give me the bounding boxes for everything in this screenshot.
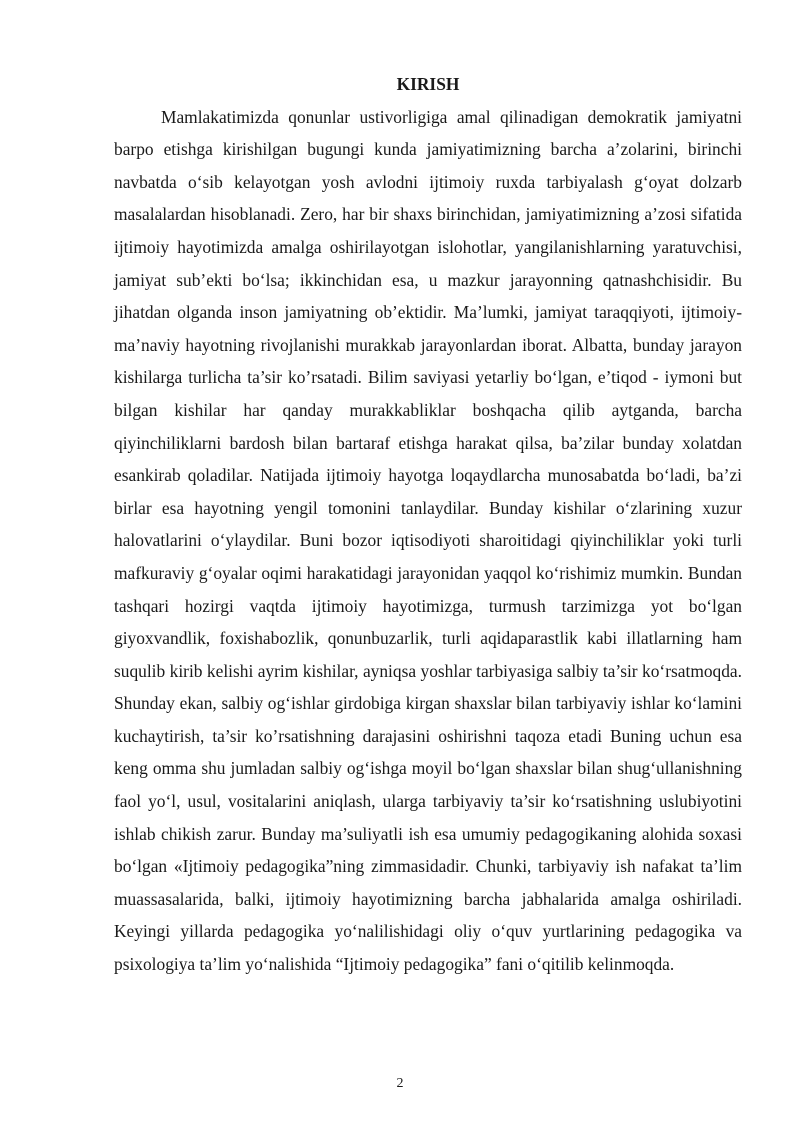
body-paragraph: Mamlakatimizda qonunlar ustivorligiga amal qilinadigan demokratik jamiyatni barpo etishga kirishilgan bugungi kunda jamiyatimizning barcha a’zolarini, birinchi navbatda o‘sib kelayotgan yosh avlodni ijtimoiy ruxda tarbiyalash g‘oyat dolzarb masalalardan hisoblanadi. Zero, har bir shaxs birinchidan, jamiyatimizning a’zosi sifatida ijtimoiy hayotimizda amalga oshirilayotgan islohotlar, yangilanishlarning yaratuvchisi, jamiyat sub’ekti bo‘lsa; ikkinchidan esa, u mazkur jarayonning qatnashchisidir. Bu jihatdan olganda inson jamiyatning ob’ektidir. Ma’lumki, jamiyat taraqqiyoti, ijtimoiy-ma’naviy hayotning rivojlanishi murakkab jarayonlardan iborat. Albatta, bunday jarayon kishilarga turlicha ta’sir ko’rsatadi. Bilim saviyasi yetarliy bo‘lgan, e’tiqod - iymoni but bilgan kishilar har qanday murakkabliklar boshqacha qilib aytganda, barcha qiyinchiliklarni bardosh bilan bartaraf etishga harakat qilsa, ba’zilar bunday xolatdan esankirab qoladilar. Natijada ijtimoiy hayotga loqaydlarcha munosabatda bo‘ladi, ba’zi birlar esa hayotning yengil tomonini tanlaydilar. Bunday kishilar o‘zlarining xuzur halovatlarini o‘ylaydilar. Buni bozor iqtisodiyoti sharoitidagi qiyinchiliklar yoki turli mafkuraviy g‘oyalar oqimi harakatidagi jarayonidan yaqqol ko‘rishimiz mumkin. Bundan tashqari hozirgi vaqtda ijtimoiy hayotimizga, turmush tarzimizga yot bo‘lgan giyoxvandlik, foxishabozlik, qonunbuzarlik, turli aqidaparastlik kabi illatlarning ham suqulib kirib kelishi ayrim kishilar, ayniqsa yoshlar tarbiyasiga salbiy ta’sir ko‘rsatmoqda. Shunday ekan, salbiy og‘ishlar girdobiga kirgan shaxslar bilan tarbiyaviy ishlar ko‘lamini kuchaytirish, ta’sir ko’rsatishning darajasini oshirishni taqoza etadi Buning uchun esa keng omma shu jumladan salbiy og‘ishga moyil bo‘lgan shaxslar bilan shug‘ullanishning faol yo‘l, usul, vositalarini aniqlash, ularga tarbiyaviy ta’sir ko‘rsatishning uslubiyotini ishlab chikish zarur. Bunday ma’suliyatli ish esa umumiy pedagogikaning alohida soxasi bo‘lgan «Ijtimoiy pedagogika”ning zimmasidadir. Chunki, tarbiyaviy ish nafakat ta’lim muassasalarida, balki, ijtimoiy hayotimizning barcha jabhalarida amalga oshiriladi. Keyingi yillarda pedagogika yo‘nalilishidagi oliy o‘quv yurtlarining pedagogika va psixologiya ta’lim yo‘nalishida “Ijtimoiy pedagogika” fani o‘qitilib kelinmoqda. <box>114 106 742 975</box>
page-number: 2 <box>396 1076 404 1091</box>
page-content <box>114 68 742 981</box>
section-title: KIRISH <box>396 74 460 94</box>
